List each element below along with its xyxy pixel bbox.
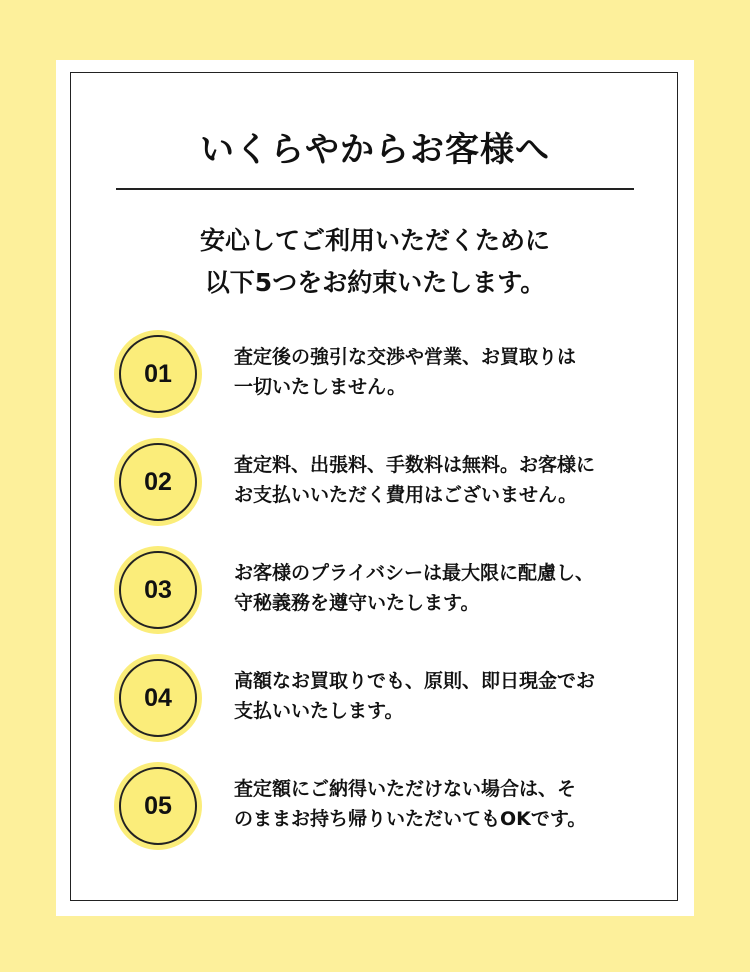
number-badge xyxy=(114,654,202,742)
lead-line-2: 以下5つをお約束いたします。 xyxy=(204,268,546,297)
promise-line-2: のままお持ち帰りいただいてもOKです。 xyxy=(234,808,587,830)
badge-number: 05 xyxy=(144,792,172,820)
lead-text xyxy=(56,220,694,304)
promise-line-2: 一切いたしません。 xyxy=(234,376,407,398)
promise-item-02 xyxy=(114,438,634,528)
promise-line-1: 査定料、出張料、手数料は無料。お客様に xyxy=(234,454,596,476)
promise-line-1: 査定額にご納得いただけない場合は、そ xyxy=(234,778,577,800)
promise-text xyxy=(234,666,644,726)
number-badge xyxy=(114,546,202,634)
promise-line-1: お客様のプライバシーは最大限に配慮し、 xyxy=(234,562,595,584)
lead-line-1: 安心してご利用いただくために xyxy=(199,226,550,255)
badge-number: 01 xyxy=(144,360,172,388)
promise-line-1: 査定後の強引な交渉や営業、お買取りは xyxy=(234,346,577,368)
promise-line-2: 守秘義務を遵守いたします。 xyxy=(234,592,480,614)
number-badge xyxy=(114,438,202,526)
promise-line-2: 支払いいたします。 xyxy=(234,700,404,722)
promise-item-03 xyxy=(114,546,634,636)
number-badge xyxy=(114,762,202,850)
title-divider xyxy=(116,188,634,190)
number-badge xyxy=(114,330,202,418)
promise-line-1: 高額なお買取りでも、原則、即日現金でお xyxy=(234,670,596,692)
promise-line-2: お支払いいただく費用はございません。 xyxy=(234,484,578,506)
badge-number: 04 xyxy=(144,684,172,712)
badge-number: 03 xyxy=(144,576,172,604)
promise-text xyxy=(234,450,644,510)
badge-number: 02 xyxy=(144,468,172,496)
promise-item-04 xyxy=(114,654,634,744)
promise-item-01 xyxy=(114,330,634,420)
promise-text xyxy=(234,342,644,402)
promise-text xyxy=(234,774,644,834)
page-title: いくらやからお客様へ xyxy=(200,130,550,170)
promise-card xyxy=(56,60,694,916)
promise-item-05 xyxy=(114,762,634,852)
promise-text xyxy=(234,558,644,618)
